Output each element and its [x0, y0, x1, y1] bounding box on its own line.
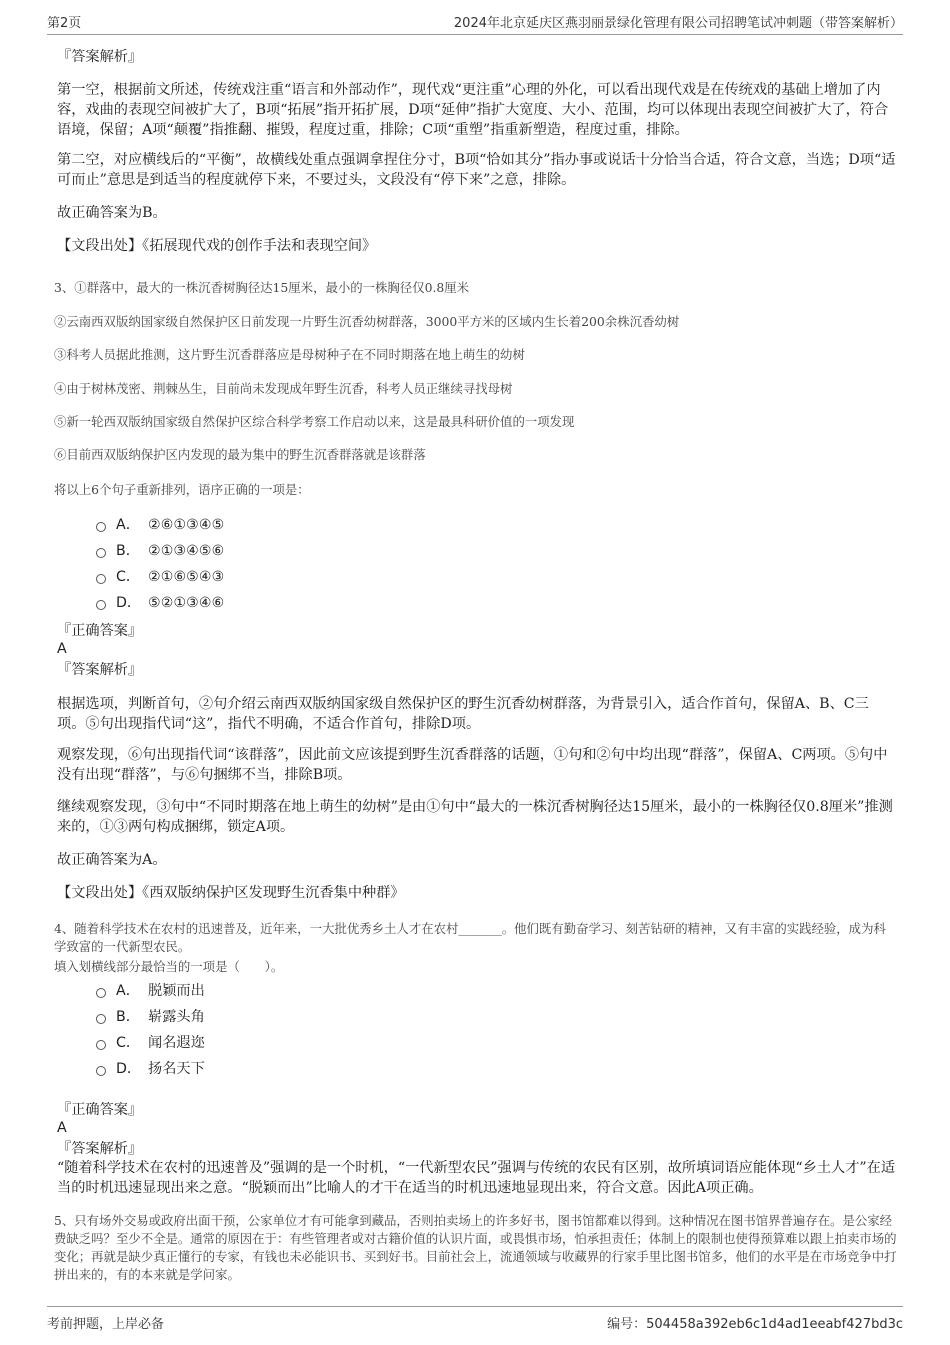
radio-icon[interactable] [96, 574, 106, 584]
document-title: 2024年北京延庆区燕羽丽景绿化管理有限公司招聘笔试冲刺题（带答案解析） [453, 16, 903, 31]
analysis-paragraph: 继续观察发现，③句中“不同时期落在地上萌生的幼树”是由①句中“最大的一株沉香树胸径达15厘米，最小的一株胸径仅0.8厘米”推测来的，①③两句构成捆绑，锁定A项。 [57, 799, 893, 835]
question-sentence: ⑤新一轮西双版纳国家级自然保护区综合科学考察工作启动以来，这是最具科研价值的一项发现 [54, 414, 575, 429]
radio-icon[interactable] [96, 988, 106, 998]
analysis-paragraph: 第一空，根据前文所述，传统戏注重“语言和外部动作”，现代戏“更注重”心理的外化，可以看出现代戏是在传统戏的基础上增加了内容，戏曲的表现空间被扩大了，B项“拓展”指开拓扩展，D项“延伸”指扩大宽度、大小、范围，均可以体现出表现空间被扩大了，符合语境，保留；A项“颠覆”指推翻、摧毁，程度过重，排除；C项“重塑”指重新塑造，程度过重，排除。 [57, 82, 889, 138]
option-a[interactable]: A． ②⑥①③④⑤ [96, 515, 224, 535]
option-b[interactable]: B． 崭露头角 [96, 1007, 205, 1027]
question-sentence: ④由于树林茂密、荆棘丛生，目前尚未发现成年野生沉香，科考人员正继续寻找母树 [54, 381, 513, 396]
question-sentence: ②云南西双版纳国家级自然保护区日前发现一片野生沉香幼树群落，3000平方米的区域内生长着200余株沉香幼树 [54, 314, 680, 329]
question-stem: 5、只有场外交易或政府出面干预，公家单位才有可能拿到藏品，否则拍卖场上的许多好书，图书馆都难以得到。这种情况在图书馆界普遍存在。是公家经费缺乏吗？至少不全是。通常的原因在于：有些管理者或对古籍价值的认识片面，或畏惧市场，怕承担责任；体制上的限制也使得预算难以跟上拍卖市场的变化；再就是缺少真正懂行的专家，有钱也未必能识书、买到好书。目前社会上，流通领域与收藏界的行家手里比图书馆多，他们的水平是在市场竞争中打拼出来的，有的本来就是学问家。 [54, 1213, 897, 1282]
question-sentence: ③科考人员据此推测，这片野生沉香群落应是母树种子在不同时期落在地上萌生的幼树 [54, 347, 525, 362]
analysis-paragraph: 根据选项，判断首句，②句介绍云南西双版纳国家级自然保护区的野生沉香幼树群落，为背景引入，适合作首句，保留A、B、C三项。⑤句出现指代词“这”，指代不明确，不适合作首句，排除D项。 [57, 696, 869, 732]
question-sentence: ⑥目前西双版纳保护区内发现的最为集中的野生沉香群落就是该群落 [54, 447, 426, 462]
source-citation: 【文段出处】《拓展现代戏的创作手法和表现空间》 [57, 238, 377, 254]
analysis-paragraph: “随着科学技术在农村的迅速普及”强调的是一个时机，“一代新型农民”强调与传统的农民有区别，故所填词语应能体现“乡土人才”在适当的时机迅速显现出来之意。“脱颖而出”比喻人的才干在适当的时机迅速地显现出来，符合文意。因此A项正确。 [57, 1160, 896, 1196]
answer-value: A [57, 641, 67, 657]
option-d[interactable]: D． 扬名天下 [96, 1059, 205, 1079]
footer-slogan: 考前押题，上岸必备 [47, 1316, 165, 1332]
option-b[interactable]: B． ②①③④⑤⑥ [96, 541, 224, 561]
radio-icon[interactable] [96, 1014, 106, 1024]
page-footer [47, 1306, 903, 1337]
option-c[interactable]: C． ②①⑥⑤④③ [96, 567, 224, 587]
radio-icon[interactable] [96, 1066, 106, 1076]
analysis-paragraph: 观察发现，⑥句出现指代词“该群落”，因此前文应该提到野生沉香群落的话题，①句和②句中均出现“群落”，保留A、C两项。⑤句中没有出现“群落”，与⑥句捆绑不当，排除B项。 [57, 747, 888, 783]
option-a[interactable]: A． 脱颖而出 [96, 981, 205, 1001]
page-header [47, 12, 903, 35]
answer-label: 『正确答案』 [57, 1102, 143, 1118]
analysis-label: 『答案解析』 [57, 662, 143, 678]
radio-icon[interactable] [96, 548, 106, 558]
radio-icon[interactable] [96, 522, 106, 532]
conclusion: 故正确答案为A。 [57, 852, 167, 868]
document-code: 编号：504458a392eb6c1d4ad1eeabf427bd3c [607, 1316, 903, 1332]
radio-icon[interactable] [96, 1040, 106, 1050]
option-c[interactable]: C． 闻名遐迩 [96, 1033, 205, 1053]
question-prompt: 将以上6个句子重新排列，语序正确的一项是： [54, 482, 310, 497]
option-d[interactable]: D． ⑤②①③④⑥ [96, 593, 224, 613]
question-sentence: 3、①群落中，最大的一株沉香树胸径达15厘米，最小的一株胸径仅0.8厘米 [54, 280, 470, 295]
answer-label: 『正确答案』 [57, 623, 143, 639]
source-citation: 【文段出处】《西双版纳保护区发现野生沉香集中种群》 [57, 885, 405, 901]
radio-icon[interactable] [96, 600, 106, 610]
analysis-label: 『答案解析』 [57, 1141, 143, 1157]
answer-value: A [57, 1120, 67, 1136]
analysis-paragraph: 第二空，对应横线后的“平衡”，故横线处重点强调拿捏住分寸，B项“恰如其分”指办事或说话十分恰当合适，符合文意，当选；D项“适可而止”意思是到适当的程度就停下来，不要过头，文段没有“停下来”之意，排除。 [57, 152, 896, 188]
page-number: 第2页 [47, 16, 82, 31]
analysis-label: 『答案解析』 [57, 49, 143, 65]
question-prompt: 填入划横线部分最恰当的一项是（ ）。 [54, 959, 284, 974]
conclusion: 故正确答案为B。 [57, 205, 167, 221]
question-stem: 4、随着科学技术在农村的迅速普及，近年来，一大批优秀乡土人才在农村_______。他们既有勤奋学习、刻苦钻研的精神，又有丰富的实践经验，成为科学致富的一代新型农民。 [54, 921, 886, 954]
